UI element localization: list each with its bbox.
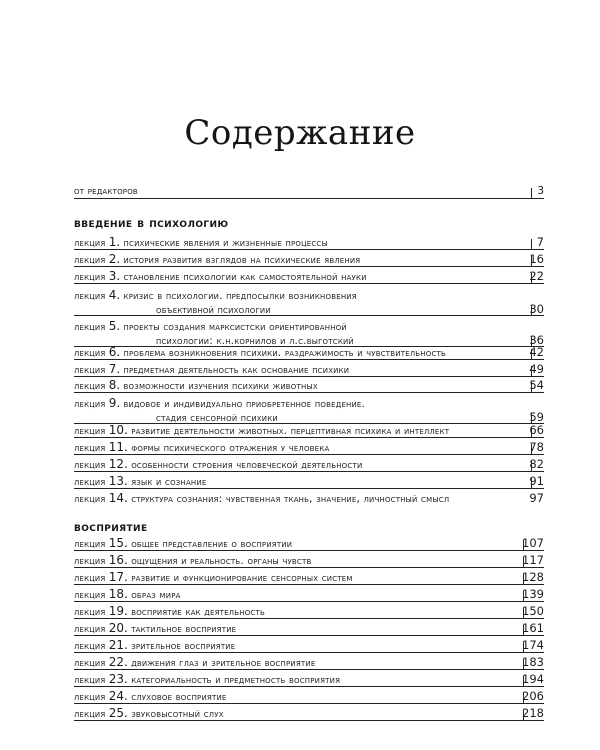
toc-rule-tick bbox=[531, 256, 532, 267]
toc-entry-lecture-4[interactable] bbox=[74, 288, 544, 317]
section-heading-intro: введение в психологию bbox=[74, 215, 229, 230]
toc-rule bbox=[74, 703, 544, 704]
toc-entry-lecture-13[interactable] bbox=[74, 475, 544, 489]
toc-entry-prefix: лекция bbox=[74, 555, 106, 567]
toc-page-number: 7 bbox=[536, 235, 544, 249]
toc-rule bbox=[74, 392, 544, 393]
toc-entry-text: язык и сознание bbox=[131, 476, 207, 488]
toc-page-number: 194 bbox=[522, 672, 544, 686]
toc-entry-prefix: лекция bbox=[74, 321, 106, 333]
toc-rule-tick bbox=[531, 427, 532, 438]
toc-page-number: 30 bbox=[529, 302, 544, 316]
toc-page-number: 49 bbox=[529, 362, 544, 376]
toc-rule bbox=[74, 550, 544, 551]
toc-entry-text: становление психологии как самостоятельной науки bbox=[123, 271, 367, 283]
toc-entry-number: 21. bbox=[108, 638, 128, 652]
toc-page-number: 161 bbox=[522, 621, 544, 635]
toc-entry-text: предметная деятельность как основание психики bbox=[123, 364, 350, 376]
toc-entry-text: особенности строения человеческой деятельности bbox=[131, 459, 363, 471]
toc-entry-number: 19. bbox=[108, 604, 128, 618]
toc-entry-lecture-5[interactable] bbox=[74, 319, 544, 348]
toc-entry-lecture-15[interactable] bbox=[74, 537, 544, 551]
toc-rule-tick bbox=[523, 676, 524, 687]
toc-entry-number: 3. bbox=[108, 269, 121, 283]
toc-rule-tick bbox=[531, 478, 532, 489]
toc-entry-number: 7. bbox=[108, 362, 121, 376]
toc-entry-lecture-1[interactable] bbox=[74, 236, 544, 250]
toc-entry-text: общее представление о восприятии bbox=[131, 538, 293, 550]
toc-entry-number: 18. bbox=[108, 587, 128, 601]
toc-entry-prefix: лекция bbox=[74, 347, 106, 359]
toc-entry-number: 24. bbox=[108, 689, 128, 703]
toc-entry-lecture-19[interactable] bbox=[74, 605, 544, 619]
toc-page-number: 22 bbox=[529, 269, 544, 283]
toc-entry-number: 6. bbox=[108, 345, 121, 359]
toc-entry-number: 12. bbox=[108, 457, 128, 471]
toc-entry-lecture-17[interactable] bbox=[74, 571, 544, 585]
toc-entry-prefix: лекция bbox=[74, 606, 106, 618]
toc-entry-number: 25. bbox=[108, 706, 128, 720]
toc-rule-tick bbox=[531, 444, 532, 455]
toc-entry-text: зрительное восприятие bbox=[131, 640, 236, 652]
toc-rule bbox=[74, 635, 544, 636]
toc-entry-text: проекты создания марксистски ориентированной bbox=[123, 321, 347, 333]
toc-rule-tick bbox=[523, 693, 524, 704]
toc-rule bbox=[74, 584, 544, 585]
toc-entry-lecture-6[interactable] bbox=[74, 346, 544, 360]
toc-rule bbox=[74, 686, 544, 687]
toc-entry-text: слуховое восприятие bbox=[131, 691, 227, 703]
toc-rule-tick bbox=[531, 366, 532, 377]
toc-page-number: 36 bbox=[529, 333, 544, 347]
toc-rule bbox=[74, 437, 544, 438]
toc-entry-lecture-2[interactable] bbox=[74, 253, 544, 267]
toc-rule bbox=[74, 283, 544, 284]
toc-page-number: 3 bbox=[537, 185, 544, 197]
toc-page-number: 183 bbox=[522, 655, 544, 669]
toc-entry-text: восприятие как деятельность bbox=[131, 606, 265, 618]
toc-entry-text: развитие и функционирование сенсорных систем bbox=[131, 572, 353, 584]
toc-page-number: 107 bbox=[522, 536, 544, 550]
toc-entry-prefix: лекция bbox=[74, 493, 106, 505]
toc-entry-prefix: лекция bbox=[74, 237, 106, 249]
toc-rule-tick bbox=[523, 608, 524, 619]
toc-entry-lecture-16[interactable] bbox=[74, 554, 544, 568]
toc-rule-tick bbox=[523, 642, 524, 653]
toc-rule-tick bbox=[523, 591, 524, 602]
toc-rule-tick bbox=[531, 349, 532, 360]
toc-entry-lecture-18[interactable] bbox=[74, 588, 544, 602]
toc-entry-lecture-10[interactable] bbox=[74, 424, 544, 438]
toc-rule-tick bbox=[523, 710, 524, 721]
toc-rule bbox=[74, 359, 544, 360]
toc-page-number: 218 bbox=[522, 706, 544, 720]
toc-entry-text: структура сознания: чувственная ткань, значение, личностный смысл bbox=[131, 493, 450, 505]
toc-entry-lecture-7[interactable] bbox=[74, 363, 544, 377]
toc-page-number: 54 bbox=[529, 378, 544, 392]
toc-entry-text: ощущения и реальность. органы чувств bbox=[131, 555, 312, 567]
toc-entry-lecture-14[interactable] bbox=[74, 492, 544, 506]
toc-rule-tick bbox=[523, 659, 524, 670]
toc-entry-number: 17. bbox=[108, 570, 128, 584]
toc-rule bbox=[74, 315, 544, 316]
toc-entry-number: 5. bbox=[108, 319, 121, 333]
toc-entry-number: 22. bbox=[108, 655, 128, 669]
toc-page-number: 174 bbox=[522, 638, 544, 652]
toc-entry-prefix: лекция bbox=[74, 290, 106, 302]
toc-entry-prefix: лекция bbox=[74, 254, 106, 266]
toc-entry-text: от редакторов bbox=[74, 185, 138, 197]
toc-entry-text-continued: психологии: к.н.корнилов и л.с.выготский bbox=[156, 335, 354, 347]
toc-page-number: 82 bbox=[529, 457, 544, 471]
toc-rule-tick bbox=[531, 461, 532, 472]
toc-page-number: 42 bbox=[529, 345, 544, 359]
toc-entry-lecture-22[interactable] bbox=[74, 656, 544, 670]
toc-entry-text-continued: объективной психологии bbox=[156, 304, 271, 316]
toc-rule bbox=[74, 249, 544, 250]
toc-entry-lecture-12[interactable] bbox=[74, 458, 544, 472]
toc-rule bbox=[74, 652, 544, 653]
toc-page-number: 16 bbox=[529, 252, 544, 266]
toc-entry-lecture-25[interactable] bbox=[74, 707, 544, 721]
toc-entry-text-continued: стадия сенсорной психики bbox=[156, 412, 278, 424]
toc-entry-number: 20. bbox=[108, 621, 128, 635]
toc-page-number: 97 bbox=[529, 491, 544, 505]
toc-rule bbox=[74, 601, 544, 602]
toc-page-number: 206 bbox=[522, 689, 544, 703]
page-title: Содержание bbox=[184, 113, 416, 153]
toc-entry-text: звуковысотный слух bbox=[131, 708, 224, 720]
toc-entry-lecture-21[interactable] bbox=[74, 639, 544, 653]
toc-entry-prefix: лекция bbox=[74, 364, 106, 376]
toc-entry-number: 4. bbox=[108, 288, 121, 302]
toc-entry-prefix: лекция bbox=[74, 623, 106, 635]
toc-rule bbox=[74, 567, 544, 568]
toc-entry-text: тактильное восприятие bbox=[131, 623, 237, 635]
toc-entry-lecture-3[interactable] bbox=[74, 270, 544, 284]
toc-entry-prefix: лекция bbox=[74, 589, 106, 601]
toc-entry-text: кризис в психологии. предпосылки возникновения bbox=[123, 290, 357, 302]
toc-rule bbox=[74, 471, 544, 472]
toc-entry-text: развитие деятельности животных. перцептивная психика и интеллект bbox=[131, 425, 450, 437]
toc-rule bbox=[74, 454, 544, 455]
toc-entry-text: видовое и индивидуально приобретенное поведение. bbox=[123, 398, 366, 410]
toc-page-number: 59 bbox=[529, 410, 544, 424]
toc-rule-tick bbox=[523, 625, 524, 636]
toc-entry-number: 23. bbox=[108, 672, 128, 686]
toc-entry-number: 15. bbox=[108, 536, 128, 550]
toc-entry-number: 16. bbox=[108, 553, 128, 567]
toc-entry-number: 14. bbox=[108, 491, 128, 505]
toc-entry-lecture-23[interactable] bbox=[74, 673, 544, 687]
toc-entry-prefix: лекция bbox=[74, 572, 106, 584]
toc-entry-number: 1. bbox=[108, 235, 121, 249]
toc-rule bbox=[74, 488, 544, 489]
toc-entry-prefix: лекция bbox=[74, 708, 106, 720]
toc-entry-lecture-8[interactable] bbox=[74, 379, 544, 393]
toc-entry-text: проблема возникновения психики. раздражимость и чувствительность bbox=[123, 347, 447, 359]
toc-entry-prefix: лекция bbox=[74, 398, 106, 410]
toc-entry-text: возможности изучения психики животных bbox=[123, 380, 318, 392]
section-heading-perception: восприятие bbox=[74, 519, 148, 534]
toc-entry-number: 9. bbox=[108, 396, 121, 410]
toc-entry-number: 2. bbox=[108, 252, 121, 266]
toc-page-number: 78 bbox=[529, 440, 544, 454]
toc-rule-tick bbox=[531, 382, 532, 393]
toc-entry-lecture-11[interactable] bbox=[74, 441, 544, 455]
toc-rule-tick bbox=[531, 305, 532, 316]
toc-rule-tick bbox=[523, 540, 524, 551]
toc-entry-prefix: лекция bbox=[74, 674, 106, 686]
toc-entry-prefix: лекция bbox=[74, 271, 106, 283]
toc-entry-prefix: лекция bbox=[74, 657, 106, 669]
toc-page-number: 150 bbox=[522, 604, 544, 618]
toc-entry-prefix: лекция bbox=[74, 442, 106, 454]
toc-entry-prefix: лекция bbox=[74, 476, 106, 488]
toc-rule bbox=[74, 198, 544, 199]
toc-entry-lecture-24[interactable] bbox=[74, 690, 544, 704]
toc-entry-prefix: лекция bbox=[74, 538, 106, 550]
toc-entry-text: образ мира bbox=[131, 589, 181, 601]
toc-page-number: 91 bbox=[529, 474, 544, 488]
toc-rule-tick bbox=[531, 273, 532, 284]
toc-entry-text: формы психического отражения у человека bbox=[131, 442, 330, 454]
toc-entry-prefix: лекция bbox=[74, 691, 106, 703]
toc-entry-number: 8. bbox=[108, 378, 121, 392]
toc-entry-lecture-9[interactable] bbox=[74, 396, 544, 425]
toc-rule-tick bbox=[531, 188, 532, 199]
toc-entry-text: история развития взглядов на психические явления bbox=[123, 254, 361, 266]
toc-page-number: 66 bbox=[529, 423, 544, 437]
toc-rule-tick bbox=[531, 239, 532, 250]
toc-page-number: 128 bbox=[522, 570, 544, 584]
toc-entry-number: 11. bbox=[108, 440, 128, 454]
toc-rule bbox=[74, 720, 544, 721]
toc-entry-number: 10. bbox=[108, 423, 128, 437]
toc-rule bbox=[74, 618, 544, 619]
toc-entry-text: движения глаз и зрительное восприятие bbox=[131, 657, 316, 669]
toc-rule-tick bbox=[523, 574, 524, 585]
toc-entry-number: 13. bbox=[108, 474, 128, 488]
toc-entry-prefix: лекция bbox=[74, 640, 106, 652]
toc-entry-lecture-20[interactable] bbox=[74, 622, 544, 636]
toc-entry-prefix: лекция bbox=[74, 380, 106, 392]
toc-entry-text: категориальность и предметность восприятия bbox=[131, 674, 341, 686]
toc-page-number: 117 bbox=[522, 553, 544, 567]
toc-entry-preface[interactable] bbox=[74, 185, 544, 198]
toc-rule bbox=[74, 266, 544, 267]
toc-rule bbox=[74, 669, 544, 670]
toc-entry-prefix: лекция bbox=[74, 459, 106, 471]
toc-entry-prefix: лекция bbox=[74, 425, 106, 437]
toc-rule bbox=[74, 376, 544, 377]
toc-entry-text: психические явления и жизненные процессы bbox=[123, 237, 328, 249]
toc-rule-tick bbox=[523, 557, 524, 568]
toc-page-number: 139 bbox=[522, 587, 544, 601]
